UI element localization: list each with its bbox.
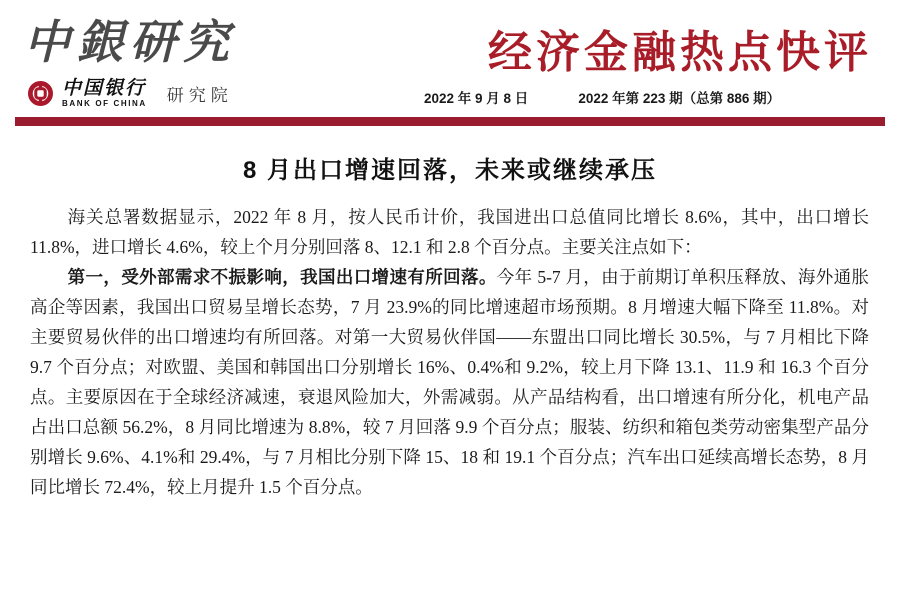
- issue-number: 2022 年第 223 期（总第 886 期）: [578, 91, 781, 106]
- article-title: 8 月出口增速回落，未来或继续承压: [242, 157, 657, 184]
- bank-logo-row: [27, 79, 233, 108]
- paragraph-text: 海关总署数据显示，2022 年 8 月，按人民币计价，我国进出口总值同比增长 8.6%，其中，出口增长 11.8%，进口增长 4.6%，较上个月分别回落 8、12.1 和 2.8 个百分点。主要关注点如下：: [30, 207, 869, 257]
- boc-research-calligraphy-logo: 中銀研究: [24, 15, 236, 69]
- publication-date: 2022 年 9 月 8 日: [424, 91, 529, 106]
- paragraph-lead-bold: 第一，受外部需求不振影响，我国出口增速有所回落。: [67, 267, 497, 287]
- bank-name-block: [62, 79, 147, 108]
- paragraph-text: 今年 5-7 月，由于前期订单积压释放、海外通胀高企等因素，我国出口贸易呈增长态势，7 月 23.9%的同比增速超市场预期。8 月增速大幅下降至 11.8%。对主要贸易伙伴的出口增速均有所回落。对第一大贸易伙伴国——东盟出口同比增长 30.5%，与 7 月相比下降 9.7 个百分点；对欧盟、美国和韩国出口分别增长 16%、0.4%和 9.2%，较上月下降 13.1、11.9 和 16.3 个百分点。主要原因在于全球经济减速，衰退风险加大，外需减弱。从产品结构看，出口增速有所分化，机电产品占出口总额 56.2%，8 月同比增速为 8.8%，较 7 月回落 9.9 个百分点；服装、纺织和箱包类劳动密集型产品分别增长 9.6%、4.1%和 29.4%，与 7 月相比分别下降 15、18 和 19.1 个百分点；汽车出口延续高增长态势，8 月同比增长 72.4%，较上月提升 1.5 个百分点。: [30, 267, 870, 497]
- bank-name-english: BANK OF CHINA: [62, 99, 147, 108]
- bank-of-china-logo-icon: [27, 80, 54, 107]
- bank-name-chinese: 中国银行: [62, 77, 147, 99]
- publication-title: 经济金融热点快评: [488, 28, 872, 77]
- paragraph-summary: [30, 202, 869, 262]
- article-body: [30, 202, 869, 502]
- masthead-divider-bar: [15, 117, 885, 126]
- issue-info-row: [424, 87, 780, 107]
- institute-label: 研究院: [166, 86, 233, 105]
- paragraph-point-one: [30, 262, 869, 502]
